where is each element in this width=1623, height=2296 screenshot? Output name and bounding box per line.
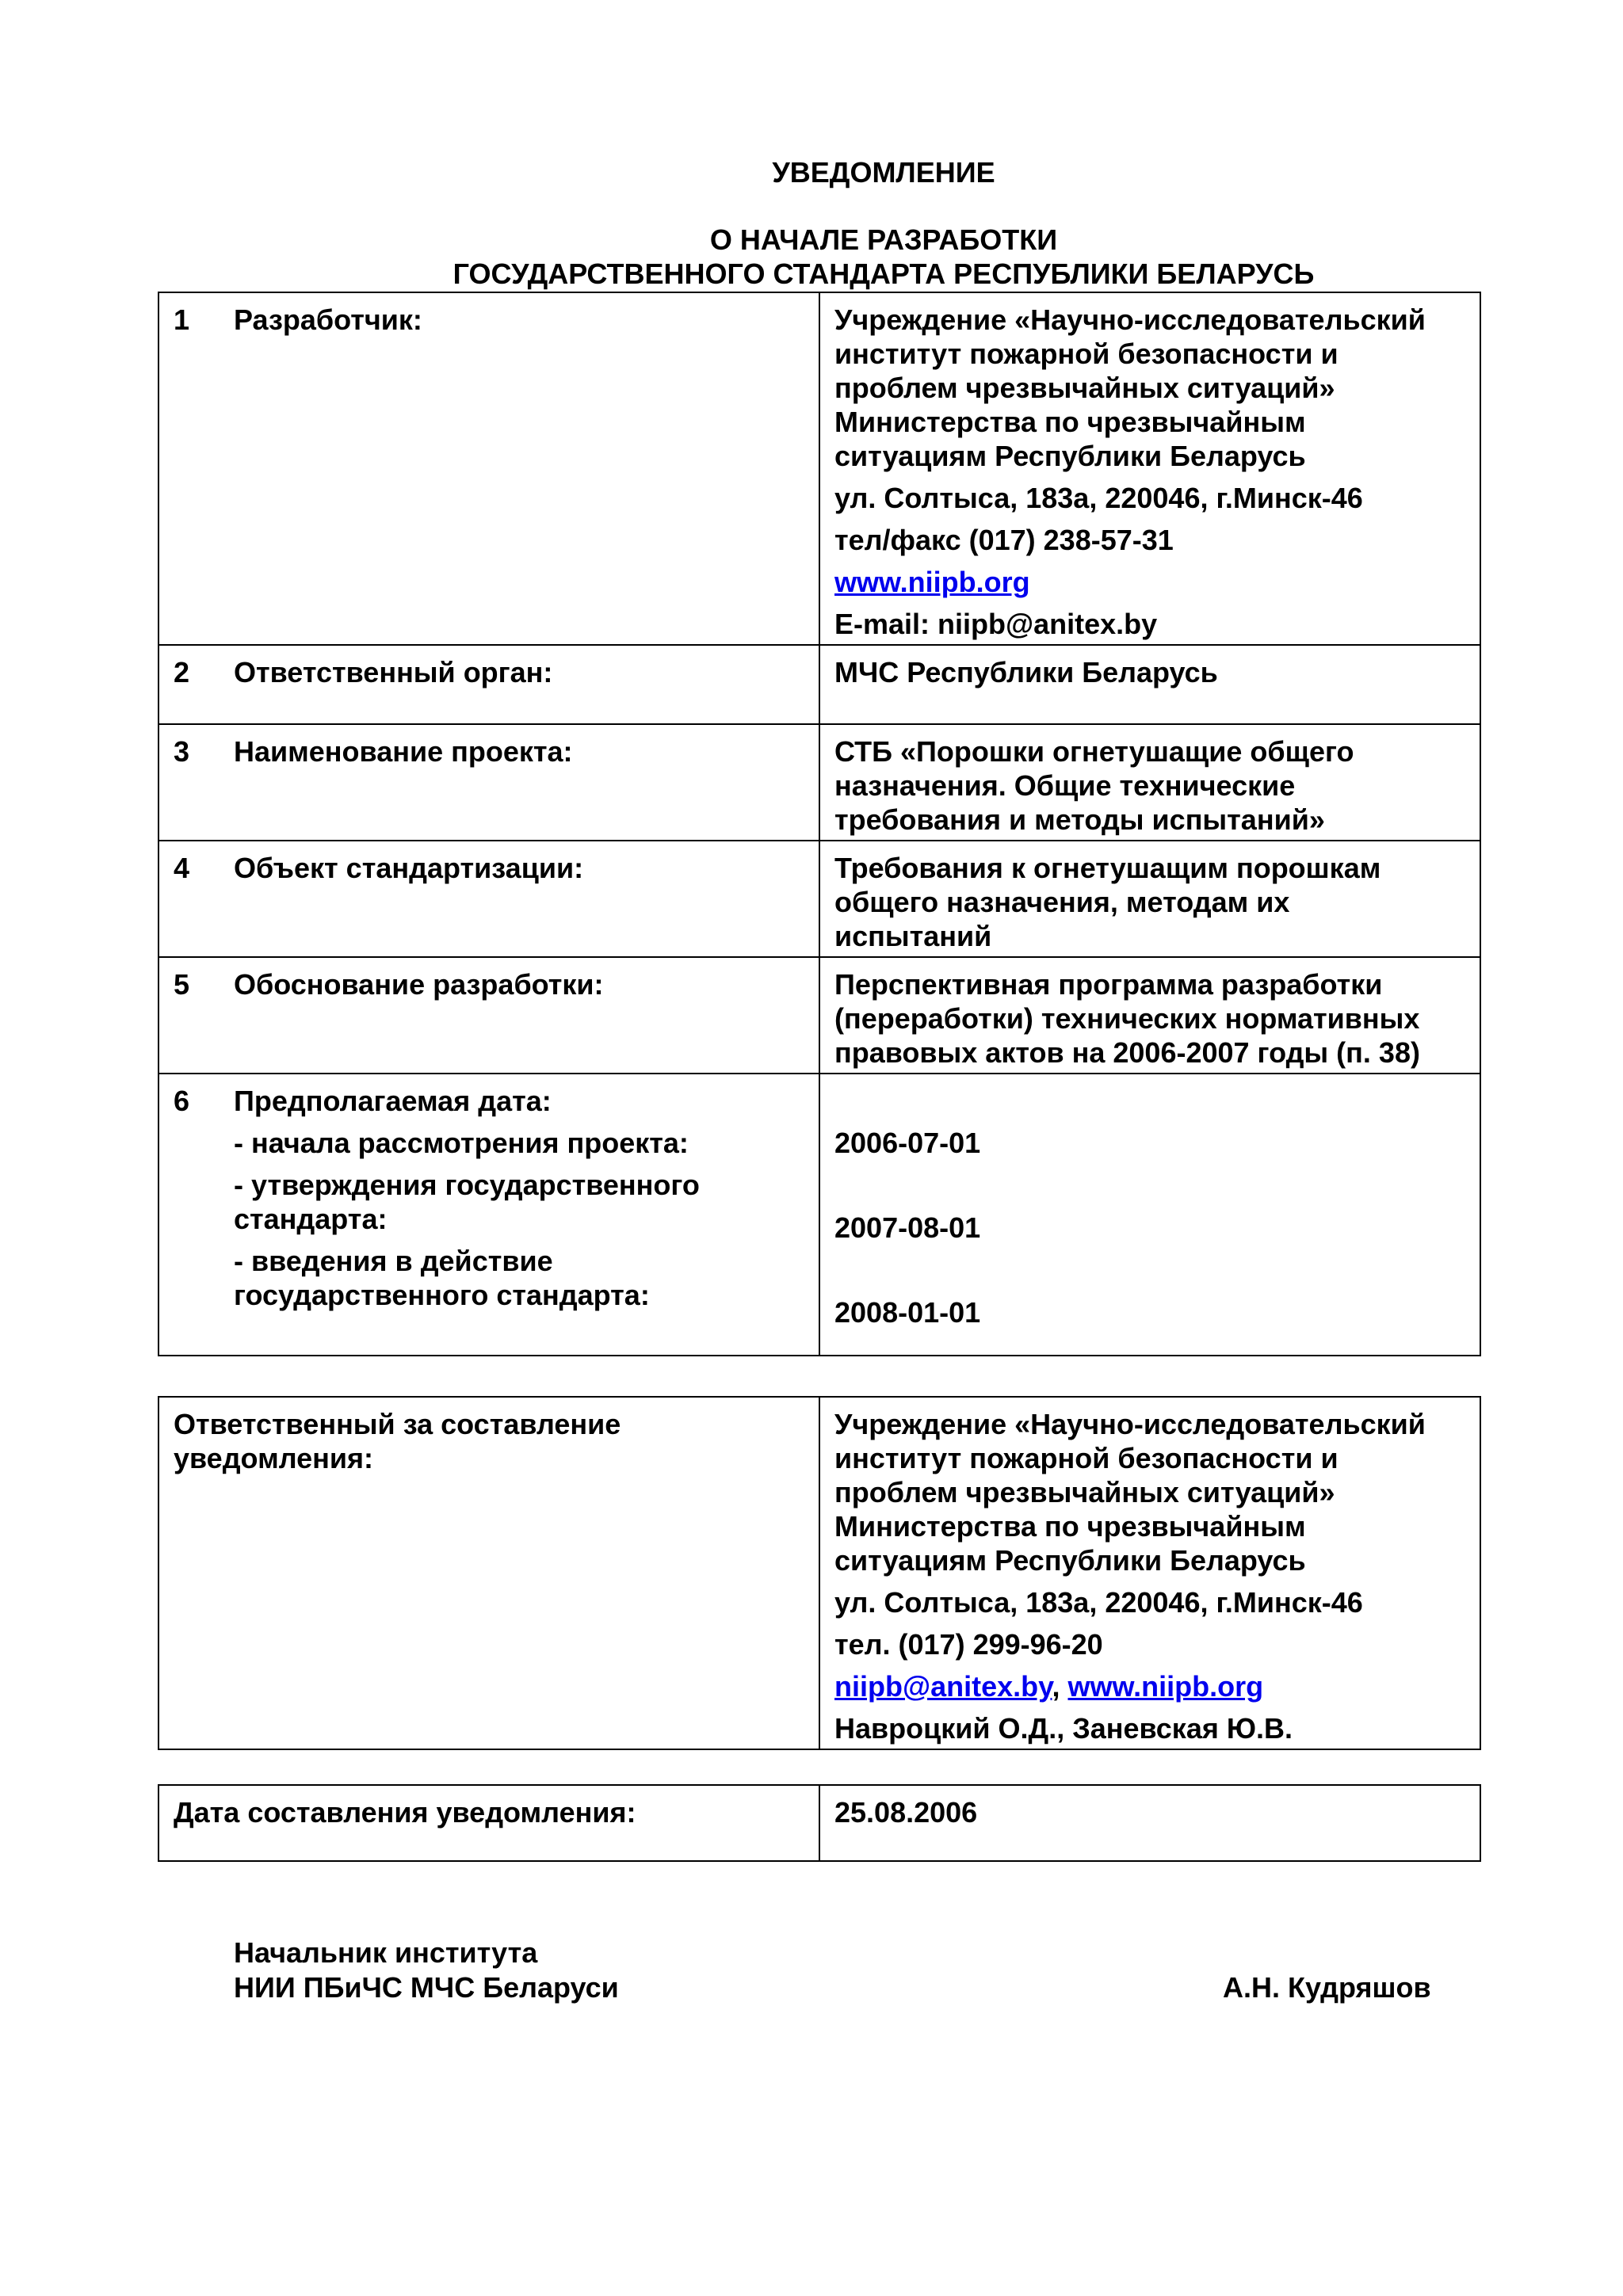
- responsible-label-line: Ответственный за составление: [174, 1408, 621, 1440]
- developer-org-line: Министерства по чрезвычайным: [834, 406, 1306, 438]
- date-item-label: - введения в действие: [234, 1245, 553, 1277]
- row-value-line: требования и методы испытаний»: [834, 803, 1325, 836]
- row-value-line: общего назначения, методам их: [834, 886, 1290, 918]
- row-label: Обоснование разработки:: [234, 968, 604, 1001]
- row-value-line: Требования к огнетушащим порошкам: [834, 852, 1381, 884]
- document-subtitle-line1: О НАЧАЛЕ РАЗРАБОТКИ: [709, 223, 1058, 256]
- table-row-justification: [158, 957, 1480, 1074]
- date-item-label: - начала рассмотрения проекта:: [234, 1127, 689, 1159]
- row-value-line: правовых актов на 2006-2007 годы (п. 38): [834, 1036, 1420, 1069]
- row-number: 2: [174, 656, 190, 688]
- date-label: Дата составления уведомления:: [174, 1796, 636, 1829]
- responsible-persons: Навроцкий О.Д., Заневская Ю.В.: [834, 1712, 1293, 1745]
- date-table: [158, 1784, 1481, 1862]
- developer-org-line: институт пожарной безопасности и: [834, 338, 1338, 370]
- responsible-website-link[interactable]: www.niipb.org: [1067, 1670, 1264, 1703]
- responsible-org-line: институт пожарной безопасности и: [834, 1442, 1338, 1474]
- table-row-project-name: [158, 724, 1480, 841]
- signature-name: А.Н. Кудряшов: [1223, 1971, 1431, 2004]
- row-number: 3: [174, 735, 190, 768]
- responsible-table: [158, 1396, 1481, 1750]
- date-value: 2008-01-01: [834, 1296, 981, 1329]
- date-item-label: стандарта:: [234, 1203, 388, 1235]
- document-title: УВЕДОМЛЕНИЕ: [772, 156, 995, 189]
- date-item-label: - утверждения государственного: [234, 1169, 700, 1201]
- date-value: 2006-07-01: [834, 1127, 981, 1159]
- developer-email: E-mail: niipb@anitex.by: [834, 608, 1158, 640]
- table-row-authority: [158, 645, 1480, 724]
- table-row-developer: [158, 292, 1480, 645]
- link-separator: ,: [1052, 1670, 1068, 1703]
- row-value-line: назначения. Общие технические: [834, 769, 1296, 802]
- developer-org-line: проблем чрезвычайных ситуаций»: [834, 372, 1335, 404]
- responsible-org-line: проблем чрезвычайных ситуаций»: [834, 1476, 1335, 1508]
- responsible-address: ул. Солтыса, 183а, 220046, г.Минск-46: [834, 1586, 1363, 1619]
- developer-phone: тел/факс (017) 238-57-31: [834, 524, 1174, 556]
- table-row-standardization-object: [158, 841, 1480, 957]
- date-value: 25.08.2006: [834, 1796, 978, 1829]
- responsible-phone: тел. (017) 299-96-20: [834, 1628, 1103, 1661]
- signature-position-line1: Начальник института: [234, 1936, 538, 1969]
- developer-address: ул. Солтыса, 183а, 220046, г.Минск-46: [834, 482, 1363, 514]
- developer-org-line: ситуациям Республики Беларусь: [834, 440, 1306, 472]
- table-row-responsible: [158, 1397, 1480, 1749]
- responsible-org-line: ситуациям Республики Беларусь: [834, 1544, 1306, 1577]
- row-number: 4: [174, 852, 190, 884]
- responsible-email-link[interactable]: niipb@anitex.by: [834, 1670, 1052, 1703]
- date-item-label: государственного стандарта:: [234, 1279, 650, 1311]
- row-number: 5: [174, 968, 190, 1001]
- notice-main-table: [158, 292, 1481, 1356]
- row-value-line: СТБ «Порошки огнетушащие общего: [834, 735, 1354, 768]
- row-value: МЧС Республики Беларусь: [834, 656, 1218, 688]
- responsible-label-line: уведомления:: [174, 1442, 373, 1474]
- row-label: Ответственный орган:: [234, 656, 553, 688]
- row-number: 6: [174, 1085, 190, 1117]
- responsible-org-line: Министерства по чрезвычайным: [834, 1510, 1306, 1543]
- table-row-expected-dates: [158, 1074, 1480, 1356]
- row-label: Объект стандартизации:: [234, 852, 584, 884]
- row-label: Предполагаемая дата:: [234, 1085, 552, 1117]
- developer-org-line: Учреждение «Научно-исследовательский: [834, 303, 1426, 336]
- developer-website-link[interactable]: www.niipb.org: [834, 566, 1030, 598]
- row-value-line: (переработки) технических нормативных: [834, 1002, 1420, 1035]
- responsible-org-line: Учреждение «Научно-исследовательский: [834, 1408, 1426, 1440]
- row-number: 1: [174, 303, 190, 336]
- row-value-line: Перспективная программа разработки: [834, 968, 1383, 1001]
- table-row-compiled-date: [158, 1785, 1480, 1861]
- row-label: Наименование проекта:: [234, 735, 573, 768]
- row-label: Разработчик:: [234, 303, 422, 336]
- row-value-line: испытаний: [834, 920, 992, 952]
- signature-position-line2: НИИ ПБиЧС МЧС Беларуси: [234, 1971, 619, 2004]
- date-value: 2007-08-01: [834, 1211, 981, 1244]
- document-subtitle-line2: ГОСУДАРСТВЕННОГО СТАНДАРТА РЕСПУБЛИКИ БЕЛАРУСЬ: [453, 257, 1315, 290]
